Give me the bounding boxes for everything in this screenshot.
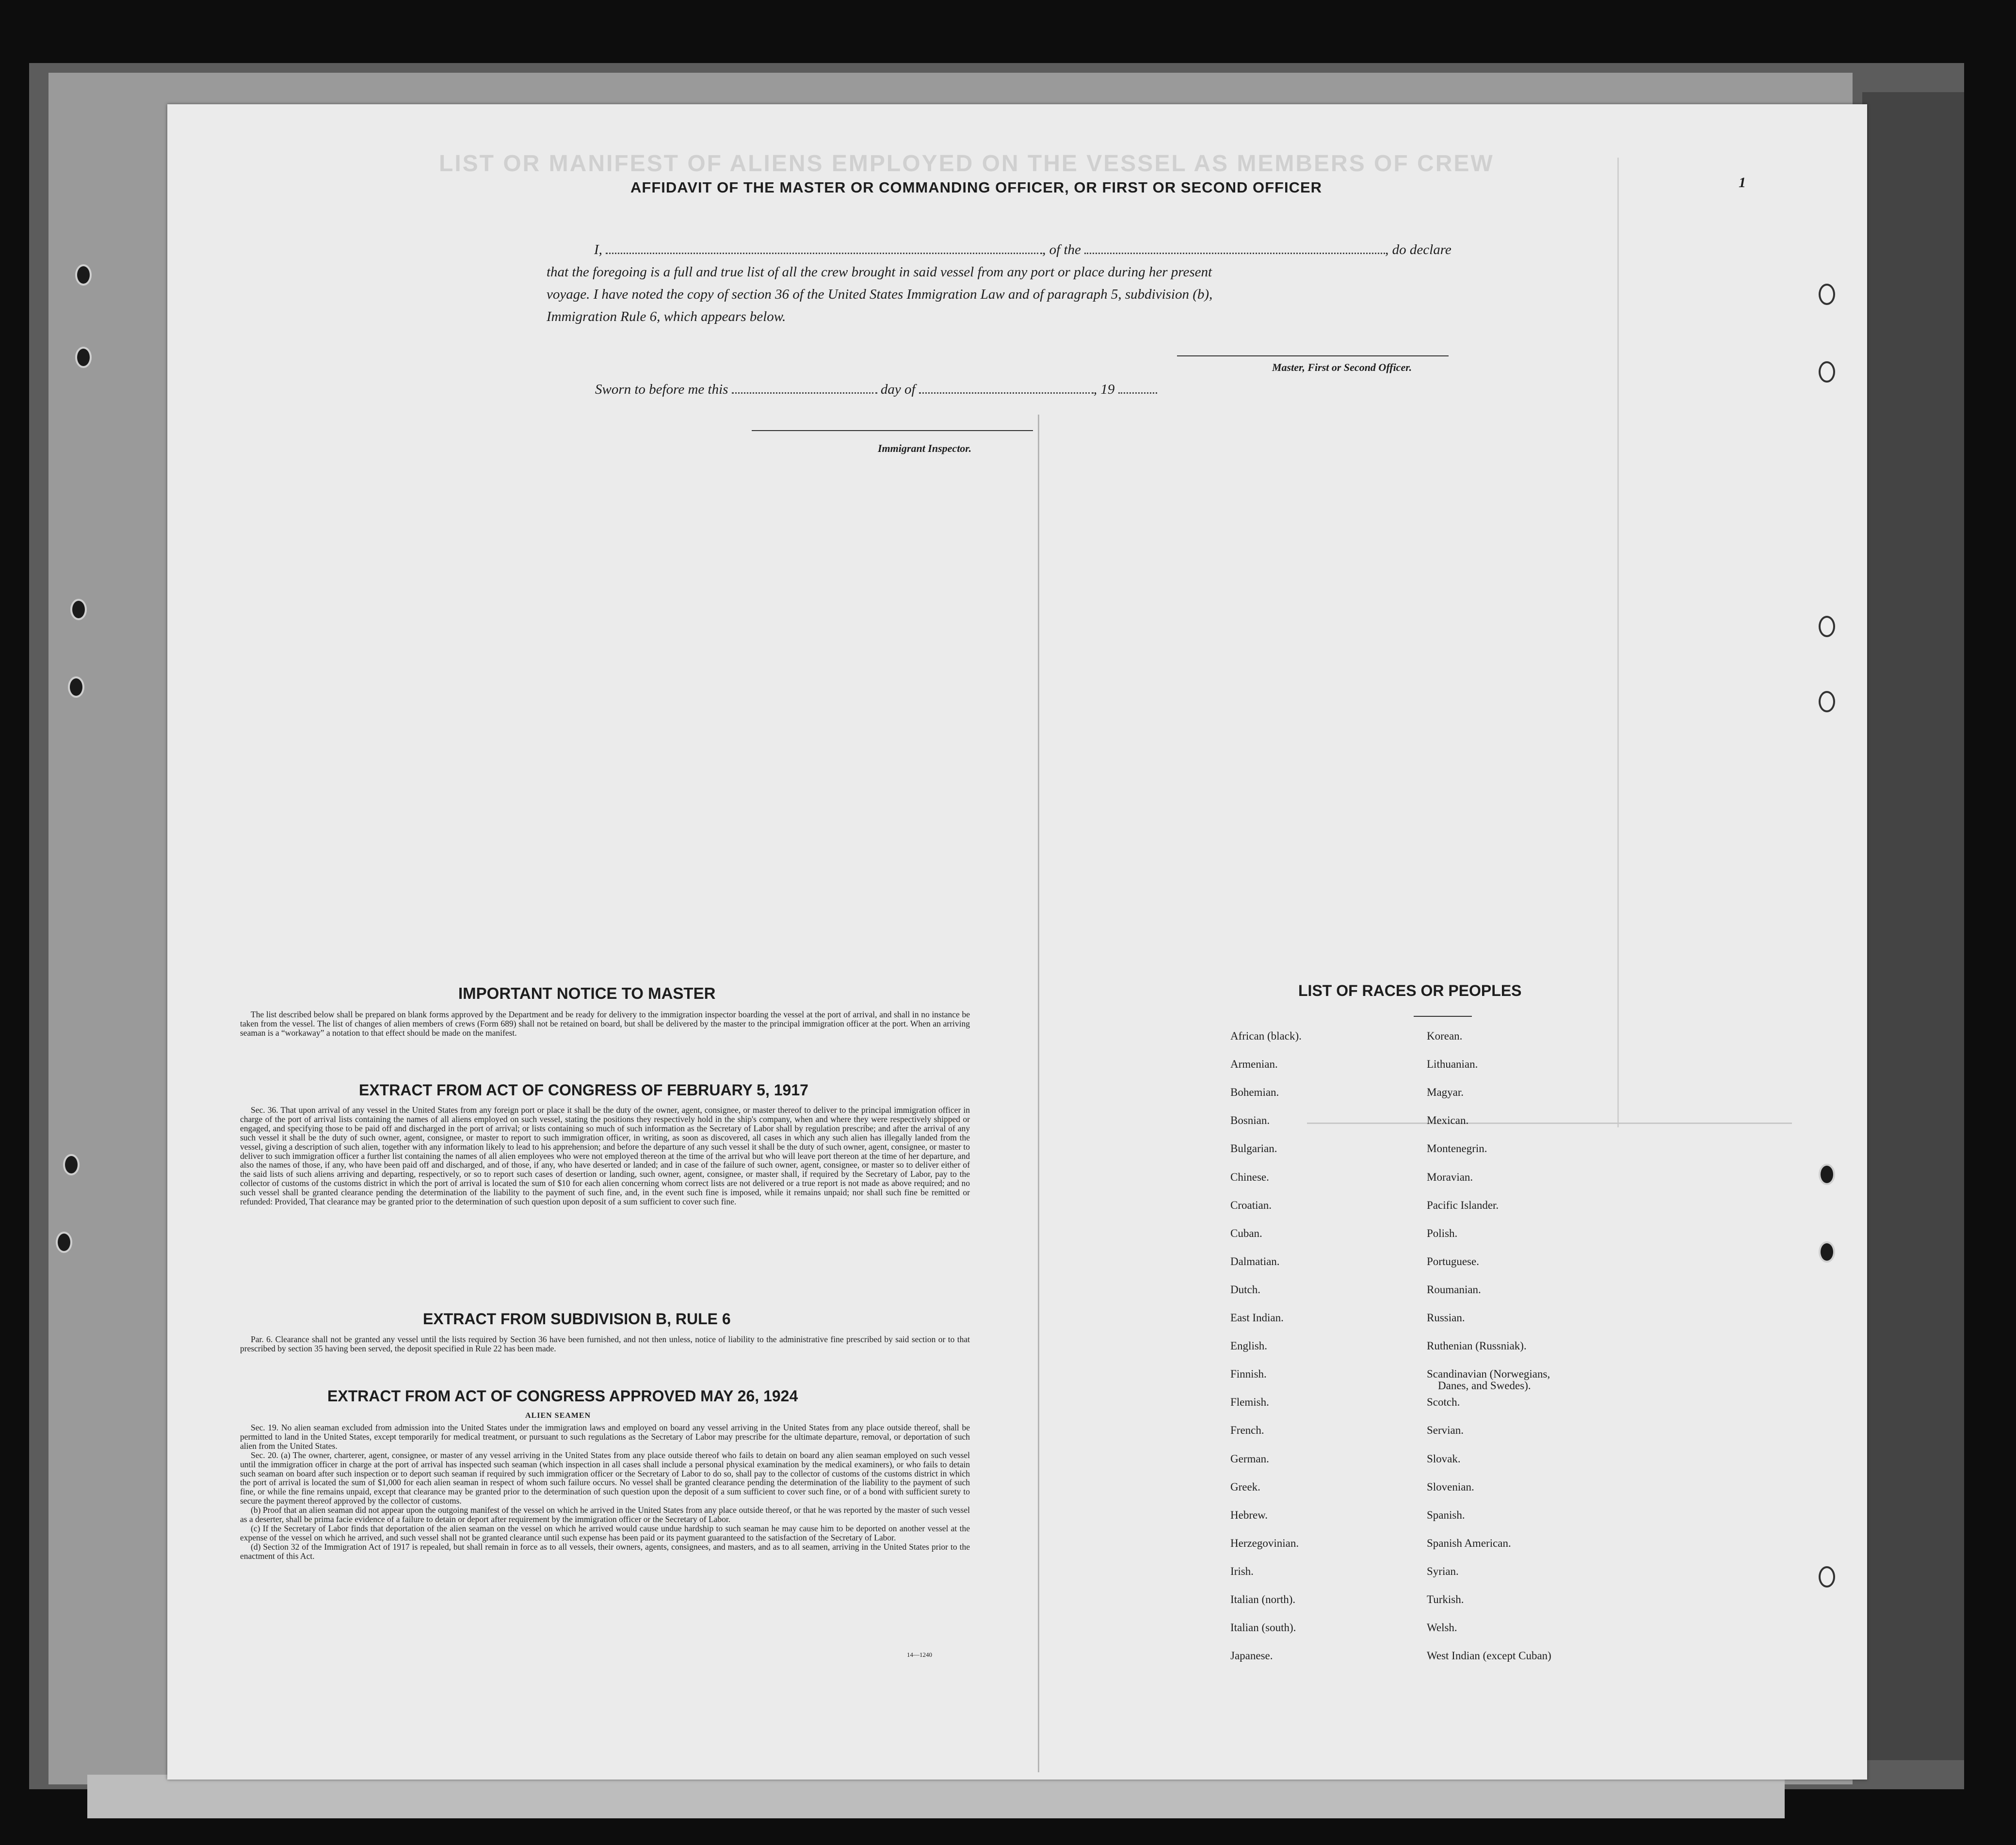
reverse-row-line: [1307, 1123, 1792, 1124]
manifest-page: [167, 104, 1867, 1780]
extract-1924-title: EXTRACT FROM ACT OF CONGRESS APPROVED MAY 26, 1924: [327, 1387, 798, 1405]
reverse-column-line: [1617, 158, 1619, 1127]
affidavit-line-2: that the foregoing is a full and true list of all the crew brought in said vessel from any port or place during her present: [547, 264, 1212, 280]
punch-hole: [75, 347, 92, 368]
affidavit-line-3: voyage. I have noted the copy of section 36 of the United States Immigration Law and of paragraph 5, subdivision (b),: [547, 287, 1213, 302]
inspector-signature-line: [752, 430, 1033, 431]
punch-hole: [1819, 1241, 1835, 1263]
race-item: Slovak.: [1427, 1453, 1461, 1465]
race-item: Portuguese.: [1427, 1255, 1479, 1267]
punch-hole: [56, 1232, 72, 1253]
race-item: Pacific Islander.: [1427, 1199, 1499, 1211]
extract-rule6-text: Par. 6. Clearance shall not be granted any vessel until the lists required by Section 36 have been furnished, and not then unless, notice of liability to the administrative fine prescribed by said section or to that prescribed by section 35 having been served, the deposit specified in Rule 22 has been made.: [240, 1334, 970, 1353]
race-item: Flemish.: [1230, 1396, 1269, 1408]
race-item: Greek.: [1230, 1481, 1260, 1493]
affidavit-line-1: [594, 239, 1452, 261]
race-item: Hebrew.: [1230, 1509, 1268, 1521]
race-item: Slovenian.: [1427, 1481, 1474, 1493]
race-item: Spanish.: [1427, 1509, 1465, 1521]
race-item: Moravian.: [1427, 1171, 1473, 1183]
extract-1924-text: Sec. 19. No alien seaman excluded from admission into the United States under the immigration laws and employed on board any vessel arriving in the United States from any place outside thereof, shall be permitted to land in the United States, except temporarily for medical treatment, or pursuant to such regulations as the Secretary of Labor may prescribe for the ultimate departure, removal, or deportation of such alien from the United States. Sec. 20. (a) The owner, charterer, agent, consignee, or master of any vessel arriving in the United States from any place outside thereof who fails to detain on board any alien seaman employed on such vessel until the immigration officer in charge at the port of arrival has inspected such seaman (which inspection in all cases shall include a personal physical examination by the medical examiners), or who fails to detain such seaman on board after such inspection or to deport such seaman if required by such immigration officer or the Secretary of Labor to do so, shall pay to the collector of customs of the customs district in which the port of arrival is located the sum of $1,000 for each alien seaman in respect of whom such failure occurs. No vessel shall be granted clearance pending the determination of the liability to the payment of such fine, or while the fine remains unpaid, except that clearance may be granted prior to the determination of such question upon the deposit of a sum sufficient to cover such fine, or of a bond with sufficient surety to secure the payment thereof approved by the collector of customs. (b) Proof that an alien seaman did not appear upon the outgoing manifest of the vessel on which he arrived in the United States from any place outside thereof, or that he was reported by the master of such vessel as a deserter, shall be prima facie evidence of a failure to detain or deport after requirement by the immigration officer or the Secretary of Labor. (c) If the Secretary of Labor finds that deportation of the alien seaman on the vessel on which he arrived would cause undue hardship to such seaman he may cause him to be deported on another vessel at the expense of the vessel on which he arrived, and such vessel shall not be granted clearance until such expense has been paid or its payment guaranteed to the satisfaction of the Secretary of Labor. (d) Section 32 of the Immigration Act of 1917 is repealed, but shall remain in force as to all vessels, their owners, agents, consignees, and masters, and as to all seamen, arriving in the United States prior to the enactment of this Act.: [240, 1423, 970, 1561]
race-item: Lithuanian.: [1427, 1058, 1478, 1070]
punch-hole: [68, 676, 84, 698]
race-item: Chinese.: [1230, 1171, 1269, 1183]
race-item: Herzegovinian.: [1230, 1537, 1299, 1549]
sworn-day-field: [732, 387, 877, 394]
punch-hole: [1819, 361, 1835, 383]
sworn-month-field: [919, 387, 1094, 394]
race-item: African (black).: [1230, 1030, 1302, 1042]
race-item: English.: [1230, 1340, 1268, 1352]
race-item: Roumanian.: [1427, 1283, 1481, 1296]
punch-hole: [1819, 691, 1835, 712]
punch-hole: [1819, 1164, 1835, 1185]
inspector-signature-label: Immigrant Inspector.: [878, 442, 972, 454]
extract-rule6-title: EXTRACT FROM SUBDIVISION B, RULE 6: [423, 1310, 731, 1328]
race-item: French.: [1230, 1424, 1264, 1436]
punch-hole: [70, 599, 87, 620]
affidavit-line-4: Immigration Rule 6, which appears below.: [547, 309, 786, 324]
race-item: Bulgarian.: [1230, 1142, 1277, 1155]
punch-hole: [1819, 284, 1835, 305]
page-number: 1: [1739, 175, 1746, 191]
race-item: Italian (south).: [1230, 1621, 1296, 1634]
races-title: LIST OF RACES OR PEOPLES: [1298, 982, 1522, 999]
master-signature-line: [1177, 355, 1449, 356]
back-sheet-strip: [87, 1775, 1785, 1818]
affidavit-title: AFFIDAVIT OF THE MASTER OR COMMANDING OFFICER, OR FIRST OR SECOND OFFICER: [630, 179, 1322, 196]
notice-text: The list described below shall be prepared on blank forms approved by the Department and be ready for delivery to the immigration inspector boarding the vessel at the port of arrival, and shall in no instance be taken from the vessel. The list of changes of alien members of crews (Form 689) shall not be retained on board, but shall be delivered by the master to the principal immigration officer at the port. When an arriving seaman is a “workaway” a notation to that effect should be made on the manifest.: [240, 1010, 970, 1038]
races-title-rule: [1414, 1016, 1472, 1017]
race-item: Russian.: [1427, 1312, 1465, 1324]
race-item: German.: [1230, 1453, 1269, 1465]
race-item: East Indian.: [1230, 1312, 1284, 1324]
year-label: , 19: [1093, 382, 1115, 397]
race-item: Korean.: [1427, 1030, 1463, 1042]
race-item: Dutch.: [1230, 1283, 1260, 1296]
race-item: Croatian.: [1230, 1199, 1272, 1211]
race-item: West Indian (except Cuban): [1427, 1650, 1551, 1662]
day-of-label: day of: [880, 382, 916, 397]
race-item: Irish.: [1230, 1565, 1254, 1577]
declare-label: , do declare: [1385, 242, 1452, 257]
reverse-bleed: LIST OR MANIFEST OF ALIENS EMPLOYED ON THE VESSEL AS MEMBERS OF CREW: [439, 151, 1494, 176]
race-item: Mexican.: [1427, 1114, 1469, 1126]
race-item: Spanish American.: [1427, 1537, 1511, 1549]
race-item: Finnish.: [1230, 1368, 1267, 1380]
race-item: Servian.: [1427, 1424, 1464, 1436]
race-item: Bohemian.: [1230, 1086, 1279, 1098]
extract-1917-title: EXTRACT FROM ACT OF CONGRESS OF FEBRUARY 5, 1917: [359, 1081, 808, 1099]
alien-seamen-heading: ALIEN SEAMEN: [525, 1412, 591, 1420]
race-item: Cuban.: [1230, 1227, 1262, 1239]
race-item: Turkish.: [1427, 1593, 1464, 1605]
sworn-line: [595, 378, 1157, 401]
race-item: Ruthenian (Russniak).: [1427, 1340, 1527, 1352]
back-sheet-edge: [1862, 92, 1964, 1760]
punch-hole: [1819, 1566, 1835, 1588]
race-item: Dalmatian.: [1230, 1255, 1280, 1267]
punch-hole: [1819, 616, 1835, 637]
form-number: 14—1240: [907, 1651, 932, 1658]
vessel-name-field: [1084, 248, 1385, 254]
race-item: Montenegrin.: [1427, 1142, 1487, 1155]
notice-title: IMPORTANT NOTICE TO MASTER: [458, 984, 716, 1002]
race-item: Scotch.: [1427, 1396, 1460, 1408]
race-item: Welsh.: [1427, 1621, 1457, 1634]
punch-hole: [63, 1154, 80, 1175]
master-signature-label: Master, First or Second Officer.: [1272, 361, 1412, 373]
declarant-name-field: [606, 248, 1042, 254]
race-item: Syrian.: [1427, 1565, 1459, 1577]
sworn-label: Sworn to before me this: [595, 382, 728, 397]
race-item: Magyar.: [1427, 1086, 1464, 1098]
extract-1917-text: Sec. 36. That upon arrival of any vessel in the United States from any foreign port or place it shall be the duty of the owner, agent, consignee, or master thereof to deliver to the principal immigration officer in charge of the port of arrival lists containing the names of all aliens employed on such vessel, stating the positions they respectively hold in the ship's company, when and where they were respectively shipped or engaged, and specifying those to be paid off and discharged in the port of arrival; or lists containing so much of such information as the Secretary of Labor shall by regulation prescribe; and after the arrival of any such vessel it shall be the duty of such owner, agent, consignee, or master to report to such immigration officer, in writing, as soon as discovered, all cases in which any such alien has illegally landed from the vessel, giving a description of such alien, together with any information likely to lead to his apprehension; and before the departure of any such vessel it shall be the duty of such owner, agent, consignee, or master to deliver to such immigration officer a further list containing the names of all alien employees who were not employed thereon at the time of the arrival but who will leave port thereon at the time of her departure, and also the names of those, if any, who have been paid off and discharged, and of those, if any, who have deserted or landed; and in case of the failure of such owner, agent, consignee, or master so to deliver either of the said lists of such aliens arriving and departing, respectively, or so to report such cases of desertion or landing, such owner, agent, consignee, or master shall, if required by the Secretary of Labor, pay to the collector of customs of the customs district in which the port of arrival is located the sum of $10 for each alien concerning whom correct lists are not delivered or a true report is not made as above required; and no such vessel shall be granted clearance pending the determination of the liability to the payment of such fine, and, in the event such fine is imposed, while it remains unpaid; nor shall such fine be remitted or refunded: Provided, That clearance may be granted prior to the determination of such question upon deposit of a sum sufficient to cover such fine.: [240, 1105, 970, 1207]
sworn-year-field: [1118, 387, 1157, 394]
declarant-label: I,: [594, 242, 602, 257]
of-the-label: , of the: [1042, 242, 1081, 257]
punch-hole: [75, 264, 92, 286]
race-item: Japanese.: [1230, 1650, 1273, 1662]
race-item: Bosnian.: [1230, 1114, 1270, 1126]
center-fold: [1038, 415, 1039, 1772]
race-item: Armenian.: [1230, 1058, 1278, 1070]
race-item: Scandinavian (Norwegians, Danes, and Swedes).: [1427, 1368, 1550, 1392]
race-item: Polish.: [1427, 1227, 1458, 1239]
race-item: Italian (north).: [1230, 1593, 1296, 1605]
